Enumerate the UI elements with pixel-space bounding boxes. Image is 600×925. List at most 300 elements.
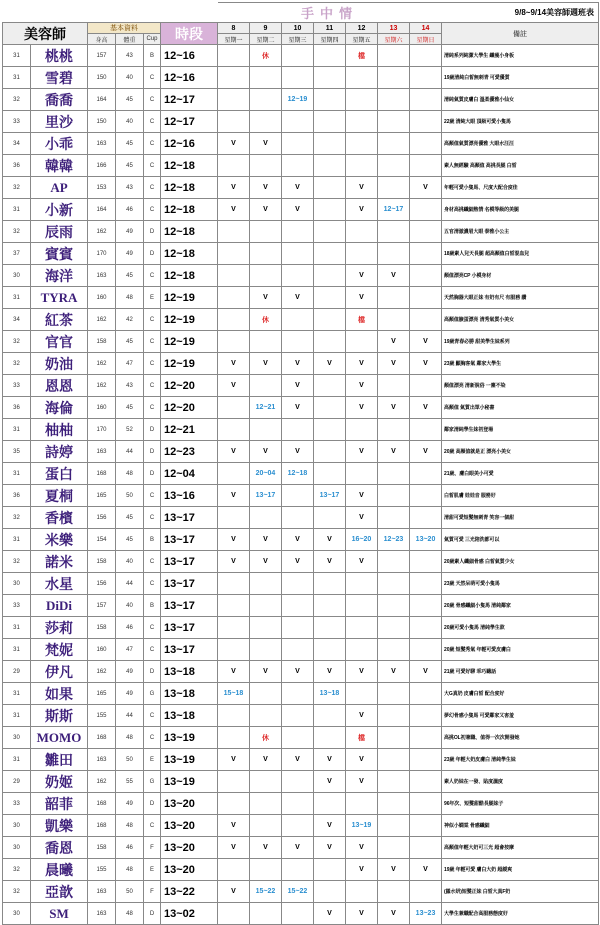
day-cell [282, 419, 314, 441]
table-row [3, 705, 599, 727]
note-cell: 高挑OL初兼職、值得一次次開發她 [442, 727, 599, 749]
slot-cell: 12~23 [161, 441, 218, 463]
day-cell [282, 67, 314, 89]
day-cell [346, 67, 378, 89]
day-cell [346, 793, 378, 815]
note-cell: 神似小嫻棠 骨感纖細 [442, 815, 599, 837]
day-cell: V [282, 397, 314, 419]
table-row [3, 331, 599, 353]
day-cell [282, 485, 314, 507]
table-row [3, 375, 599, 397]
day-cell [314, 617, 346, 639]
name-cell[interactable]: 水星 [31, 573, 88, 595]
day-cell [410, 595, 442, 617]
day-cell: 檔 [346, 309, 378, 331]
day-cell [282, 133, 314, 155]
day-cell [314, 243, 346, 265]
date-header: 11 [314, 23, 346, 34]
day-cell: V [218, 551, 250, 573]
day-cell [218, 639, 250, 661]
weight-cell: 40 [116, 595, 144, 617]
day-cell [378, 375, 410, 397]
cup-cell: B [144, 529, 161, 551]
slot-cell: 12~16 [161, 45, 218, 67]
note-cell: 天然胸器大眼正妹 有奶有尺 有服務 讚 [442, 287, 599, 309]
table-row [3, 595, 599, 617]
day-cell [250, 617, 282, 639]
weight-cell: 45 [116, 89, 144, 111]
day-cell: 檔 [346, 45, 378, 67]
table-row [3, 793, 599, 815]
weight-cell: 46 [116, 617, 144, 639]
name-cell[interactable]: 香檳 [31, 507, 88, 529]
age-cell: 36 [3, 397, 31, 419]
day-cell [378, 463, 410, 485]
day-cell: V [410, 397, 442, 419]
day-cell [378, 639, 410, 661]
day-cell: V [314, 661, 346, 683]
day-cell [314, 397, 346, 419]
day-cell: 13~19 [346, 815, 378, 837]
name-cell[interactable]: 韓韓 [31, 155, 88, 177]
day-cell [314, 595, 346, 617]
day-cell [410, 639, 442, 661]
day-cell [218, 287, 250, 309]
slot-cell: 13~22 [161, 881, 218, 903]
age-cell: 30 [3, 903, 31, 925]
day-cell: V [218, 837, 250, 859]
day-cell [346, 463, 378, 485]
weight-cell: 50 [116, 749, 144, 771]
day-cell: V [250, 353, 282, 375]
schedule-sheet [2, 2, 598, 925]
day-cell [282, 705, 314, 727]
slot-cell: 12~19 [161, 353, 218, 375]
slot-cell: 12~19 [161, 331, 218, 353]
table-row [3, 529, 599, 551]
day-cell [314, 221, 346, 243]
day-cell: V [218, 815, 250, 837]
schedule-rows [3, 45, 599, 925]
name-cell[interactable]: TYRA [31, 287, 88, 309]
age-cell: 29 [3, 661, 31, 683]
name-cell[interactable]: 奶姬 [31, 771, 88, 793]
day-cell: V [346, 177, 378, 199]
weight-cell: 50 [116, 881, 144, 903]
day-cell [346, 133, 378, 155]
name-cell[interactable]: 小乖 [31, 133, 88, 155]
cup-cell: C [144, 375, 161, 397]
day-cell [314, 881, 346, 903]
day-cell: 13~17 [250, 485, 282, 507]
slot-cell: 12~04 [161, 463, 218, 485]
name-cell[interactable]: AP [31, 177, 88, 199]
age-cell: 30 [3, 727, 31, 749]
date-header: 13 [378, 23, 410, 34]
slot-cell: 13~16 [161, 485, 218, 507]
day-cell [378, 485, 410, 507]
day-cell [218, 243, 250, 265]
height-cell: 158 [88, 837, 116, 859]
name-cell[interactable]: 恩恩 [31, 375, 88, 397]
slot-cell: 12~17 [161, 89, 218, 111]
day-cell [314, 859, 346, 881]
note-cell: 顏值漂亮CP 小模身材 [442, 265, 599, 287]
age-cell: 32 [3, 551, 31, 573]
note-cell: 高顏值 氣質出眾小秘書 [442, 397, 599, 419]
note-cell: 清甜可愛短髮無刺青 笑容一個甜 [442, 507, 599, 529]
age-cell: 32 [3, 177, 31, 199]
table-row [3, 199, 599, 221]
weight-cell: 47 [116, 353, 144, 375]
day-cell [410, 837, 442, 859]
name-cell[interactable]: 雛田 [31, 749, 88, 771]
day-cell: 15~22 [250, 881, 282, 903]
day-cell: V [218, 749, 250, 771]
day-cell [410, 419, 442, 441]
table-row [3, 771, 599, 793]
day-cell [218, 309, 250, 331]
height-cell: 162 [88, 221, 116, 243]
day-cell [282, 155, 314, 177]
height-cell: 162 [88, 661, 116, 683]
weekday-header: 星期二 [250, 34, 282, 45]
age-cell: 32 [3, 89, 31, 111]
day-cell [218, 595, 250, 617]
note-cell: 身材高挑纖細熱情 名模等級的美腿 [442, 199, 599, 221]
name-cell[interactable]: 凱樂 [31, 815, 88, 837]
day-cell: V [218, 353, 250, 375]
weight-cell: 40 [116, 111, 144, 133]
name-cell[interactable]: 晨曦 [31, 859, 88, 881]
day-cell [378, 287, 410, 309]
slot-cell: 13~20 [161, 859, 218, 881]
day-cell [250, 683, 282, 705]
slot-cell: 13~18 [161, 683, 218, 705]
note-cell: 23歲 天然呆萌可愛小隻馬 [442, 573, 599, 595]
day-cell: V [250, 441, 282, 463]
day-cell [250, 155, 282, 177]
day-cell [346, 221, 378, 243]
cup-cell: C [144, 397, 161, 419]
slot-cell: 13~17 [161, 551, 218, 573]
note-cell: 大學生兼職配合高服務態度好 [442, 903, 599, 925]
day-cell: 12~18 [282, 463, 314, 485]
day-cell [250, 815, 282, 837]
table-row [3, 639, 599, 661]
day-cell: V [314, 749, 346, 771]
weekday-header: 星期三 [282, 34, 314, 45]
day-cell [410, 199, 442, 221]
day-cell: 12~17 [378, 199, 410, 221]
weight-cell: 46 [116, 199, 144, 221]
day-cell [410, 815, 442, 837]
height-cell: 168 [88, 463, 116, 485]
day-cell: V [282, 177, 314, 199]
name-cell[interactable]: 紅茶 [31, 309, 88, 331]
day-cell [314, 639, 346, 661]
table-row [3, 463, 599, 485]
day-cell [282, 683, 314, 705]
weight-cell: 48 [116, 287, 144, 309]
day-cell: V [378, 353, 410, 375]
day-cell: V [314, 529, 346, 551]
day-cell [250, 221, 282, 243]
name-cell[interactable]: 詩婷 [31, 441, 88, 463]
note-cell: 高顏值氣質漂亮優雅 大眼水汪汪 [442, 133, 599, 155]
height-cell: 168 [88, 793, 116, 815]
age-cell: 30 [3, 815, 31, 837]
weight-cell: 45 [116, 265, 144, 287]
day-cell [250, 705, 282, 727]
name-cell[interactable]: 喬喬 [31, 89, 88, 111]
table-row [3, 441, 599, 463]
day-cell [314, 67, 346, 89]
day-cell [410, 683, 442, 705]
name-cell[interactable]: 伊凡 [31, 661, 88, 683]
height-cell: 155 [88, 859, 116, 881]
day-cell [314, 573, 346, 595]
cup-cell: B [144, 45, 161, 67]
age-cell: 31 [3, 617, 31, 639]
table-row [3, 485, 599, 507]
day-cell: 13~23 [410, 903, 442, 925]
cup-cell: E [144, 859, 161, 881]
weekday-header: 星期五 [346, 34, 378, 45]
day-cell: V [378, 265, 410, 287]
day-cell [314, 111, 346, 133]
age-cell: 30 [3, 265, 31, 287]
week-title: 9/8~9/14美容師週班表 [442, 3, 599, 23]
day-cell: V [314, 903, 346, 925]
cup-cell: C [144, 67, 161, 89]
day-cell [250, 419, 282, 441]
table-row [3, 551, 599, 573]
weight-cell: 44 [116, 705, 144, 727]
day-cell [250, 375, 282, 397]
name-cell[interactable]: 海洋 [31, 265, 88, 287]
day-cell [314, 45, 346, 67]
name-cell[interactable]: 奶油 [31, 353, 88, 375]
name-cell[interactable]: 柚柚 [31, 419, 88, 441]
table-row [3, 89, 599, 111]
name-cell[interactable]: 喬恩 [31, 837, 88, 859]
name-cell[interactable]: 梵妮 [31, 639, 88, 661]
day-cell [218, 45, 250, 67]
day-cell: V [282, 529, 314, 551]
day-cell [378, 243, 410, 265]
height-cell: 150 [88, 111, 116, 133]
height-cell: 164 [88, 89, 116, 111]
slot-cell: 12~18 [161, 243, 218, 265]
day-cell [346, 639, 378, 661]
weight-cell: 48 [116, 815, 144, 837]
day-cell: V [250, 551, 282, 573]
day-cell [378, 155, 410, 177]
name-cell[interactable]: 韶菲 [31, 793, 88, 815]
height-cell: 165 [88, 485, 116, 507]
name-cell[interactable]: 里沙 [31, 111, 88, 133]
weight-cell: 44 [116, 573, 144, 595]
name-cell[interactable]: SM [31, 903, 88, 925]
table-row [3, 837, 599, 859]
name-cell[interactable]: 蛋白 [31, 463, 88, 485]
name-cell[interactable]: DiDi [31, 595, 88, 617]
name-cell[interactable]: 諾米 [31, 551, 88, 573]
day-cell [218, 903, 250, 925]
day-cell: V [282, 661, 314, 683]
day-cell: V [314, 353, 346, 375]
weight-cell: 40 [116, 67, 144, 89]
height-cell: 160 [88, 287, 116, 309]
cup-cell: C [144, 309, 161, 331]
day-cell [314, 419, 346, 441]
age-cell: 29 [3, 771, 31, 793]
age-cell: 31 [3, 199, 31, 221]
height-cell: 162 [88, 309, 116, 331]
name-cell[interactable]: 桃桃 [31, 45, 88, 67]
name-cell[interactable]: 小新 [31, 199, 88, 221]
day-cell [346, 331, 378, 353]
slot-cell: 12~18 [161, 265, 218, 287]
name-cell[interactable]: 海倫 [31, 397, 88, 419]
table-row [3, 397, 599, 419]
slot-cell: 12~16 [161, 133, 218, 155]
note-cell: 20歲可愛小隻馬 清純學生款 [442, 617, 599, 639]
age-cell: 35 [3, 441, 31, 463]
weight-cell: 52 [116, 419, 144, 441]
day-cell: V [250, 177, 282, 199]
height-cell: 156 [88, 507, 116, 529]
day-cell: 休 [250, 45, 282, 67]
name-cell[interactable]: 莎莉 [31, 617, 88, 639]
day-cell [410, 155, 442, 177]
day-cell: V [218, 177, 250, 199]
day-cell: V [410, 661, 442, 683]
day-cell: V [346, 265, 378, 287]
day-cell [314, 133, 346, 155]
day-cell [314, 705, 346, 727]
cup-cell: C [144, 705, 161, 727]
name-cell[interactable]: 如果 [31, 683, 88, 705]
day-cell: V [282, 375, 314, 397]
cup-cell: D [144, 243, 161, 265]
day-cell [218, 397, 250, 419]
name-cell[interactable]: 賓賓 [31, 243, 88, 265]
day-cell: V [314, 771, 346, 793]
cup-cell: G [144, 683, 161, 705]
name-cell[interactable]: 雪碧 [31, 67, 88, 89]
day-cell [410, 551, 442, 573]
age-cell: 30 [3, 837, 31, 859]
age-cell: 32 [3, 331, 31, 353]
cup-cell: E [144, 749, 161, 771]
name-cell[interactable]: 夏桐 [31, 485, 88, 507]
name-cell[interactable]: MOMO [31, 727, 88, 749]
day-cell [410, 133, 442, 155]
weight-cell: 45 [116, 155, 144, 177]
slot-cell: 13~02 [161, 903, 218, 925]
slot-cell: 13~17 [161, 507, 218, 529]
name-cell[interactable]: 官官 [31, 331, 88, 353]
weight-cell: 49 [116, 661, 144, 683]
age-cell: 32 [3, 507, 31, 529]
day-cell: V [250, 529, 282, 551]
day-cell: V [346, 749, 378, 771]
height-cell: 154 [88, 529, 116, 551]
day-cell [218, 419, 250, 441]
slot-column-header: 時段 [161, 23, 218, 45]
day-cell [218, 331, 250, 353]
note-cell: 22歲 清純大眼 頂級可愛小隻馬 [442, 111, 599, 133]
day-cell [250, 331, 282, 353]
slot-cell: 13~18 [161, 661, 218, 683]
slot-cell: 12~20 [161, 375, 218, 397]
day-cell [282, 243, 314, 265]
day-cell [282, 45, 314, 67]
slot-cell: 12~18 [161, 199, 218, 221]
cup-cell: C [144, 573, 161, 595]
day-cell [218, 771, 250, 793]
cup-cell: G [144, 771, 161, 793]
table-row [3, 815, 599, 837]
day-cell [378, 727, 410, 749]
day-cell [378, 617, 410, 639]
day-cell [378, 89, 410, 111]
name-cell[interactable]: 亞歆 [31, 881, 88, 903]
day-cell: V [282, 441, 314, 463]
name-cell[interactable]: 斯斯 [31, 705, 88, 727]
day-cell [250, 89, 282, 111]
height-cell: 163 [88, 133, 116, 155]
day-cell [378, 177, 410, 199]
day-cell: V [250, 837, 282, 859]
slot-cell: 12~18 [161, 155, 218, 177]
slot-cell: 13~19 [161, 749, 218, 771]
note-cell: 19歲清純白皙無刺青 可愛優質 [442, 67, 599, 89]
age-cell: 31 [3, 529, 31, 551]
table-row [3, 881, 599, 903]
day-cell [378, 771, 410, 793]
day-cell: V [218, 133, 250, 155]
weight-cell: 45 [116, 529, 144, 551]
day-cell [346, 155, 378, 177]
day-cell: V [346, 199, 378, 221]
cup-cell: C [144, 727, 161, 749]
name-cell[interactable]: 米樂 [31, 529, 88, 551]
day-cell [314, 89, 346, 111]
day-cell: V [346, 771, 378, 793]
weight-cell: 47 [116, 639, 144, 661]
name-cell[interactable]: 辰雨 [31, 221, 88, 243]
weight-cell: 45 [116, 133, 144, 155]
day-cell [250, 903, 282, 925]
day-cell [282, 771, 314, 793]
day-cell [378, 815, 410, 837]
cup-cell: D [144, 903, 161, 925]
day-cell [314, 155, 346, 177]
height-cell: 162 [88, 375, 116, 397]
cup-cell: F [144, 837, 161, 859]
day-cell: V [378, 903, 410, 925]
day-cell: 13~18 [314, 683, 346, 705]
age-cell: 34 [3, 133, 31, 155]
note-cell: 清純氣質皮膚白 溫柔優雅小仙女 [442, 89, 599, 111]
day-cell [314, 309, 346, 331]
date-header: 10 [282, 23, 314, 34]
day-cell [410, 89, 442, 111]
age-cell: 32 [3, 221, 31, 243]
